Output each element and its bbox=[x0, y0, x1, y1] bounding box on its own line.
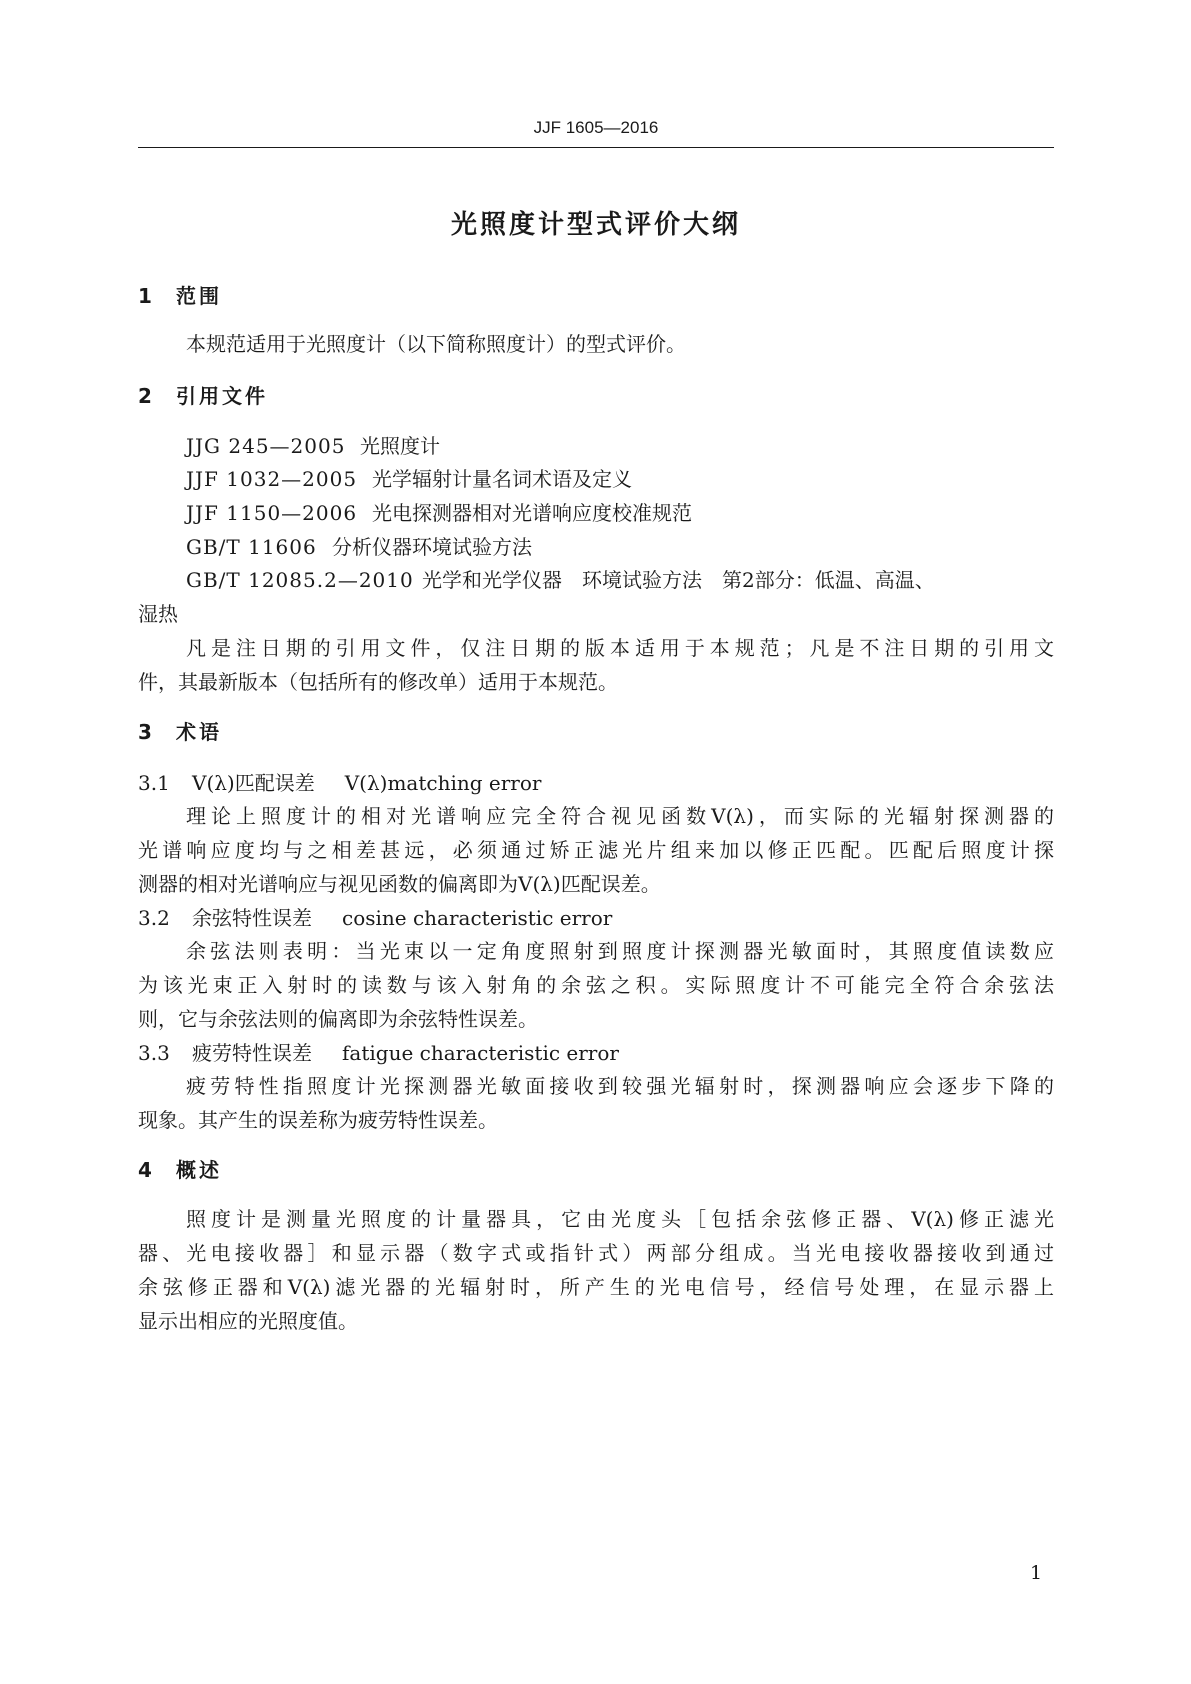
section-number: 4 bbox=[138, 1158, 152, 1182]
term-3-1-line: 光谱响应度均与之相差甚远，必须通过矫正滤光片组来加以修正匹配。匹配后照度计探 bbox=[138, 838, 1054, 862]
term-3-1-line: 测器的相对光谱响应与视见函数的偏离即为V(λ)匹配误差。 bbox=[138, 872, 661, 896]
reference-item bbox=[186, 531, 532, 560]
term-3-2-line: 余弦法则表明：当光束以一定角度照射到照度计探测器光敏面时，其照度值读数应 bbox=[186, 939, 1054, 963]
reference-note-line: 凡是注日期的引用文件，仅注日期的版本适用于本规范；凡是不注日期的引用文 bbox=[186, 636, 1054, 660]
term-english: fatigue characteristic error bbox=[342, 1041, 619, 1065]
section-1-paragraph: 本规范适用于光照度计（以下简称照度计）的型式评价。 bbox=[186, 332, 686, 356]
reference-name: 分析仪器环境试验方法 bbox=[332, 535, 532, 559]
term-number: 3.2 bbox=[138, 906, 170, 930]
section-title: 术语 bbox=[176, 720, 222, 744]
reference-continuation: 湿热 bbox=[138, 602, 178, 626]
page-number: 1 bbox=[1030, 1562, 1043, 1584]
section-3-heading bbox=[138, 716, 222, 745]
reference-code: JJG 245—2005 bbox=[186, 434, 346, 458]
term-3-3-line: 现象。其产生的误差称为疲劳特性误差。 bbox=[138, 1108, 498, 1132]
reference-code: JJF 1032—2005 bbox=[186, 467, 358, 491]
section-title: 概述 bbox=[176, 1158, 222, 1182]
term-3-1-line: 理论上照度计的相对光谱响应完全符合视见函数V(λ)，而实际的光辐射探测器的 bbox=[186, 804, 1054, 828]
section-2-heading bbox=[138, 380, 268, 409]
section-title: 引用文件 bbox=[176, 384, 268, 408]
reference-item bbox=[186, 430, 440, 459]
term-chinese: V(λ)匹配误差 bbox=[192, 771, 315, 795]
section-4-line: 照度计是测量光照度的计量器具，它由光度头［包括余弦修正器、V(λ)修正滤光 bbox=[186, 1207, 1054, 1231]
section-number: 3 bbox=[138, 720, 152, 744]
term-number: 3.3 bbox=[138, 1041, 170, 1065]
term-3-3-line: 疲劳特性指照度计光探测器光敏面接收到较强光辐射时，探测器响应会逐步下降的 bbox=[186, 1074, 1054, 1098]
reference-item bbox=[186, 497, 692, 526]
header-rule bbox=[138, 147, 1054, 148]
document-code-header: JJF 1605—2016 bbox=[533, 118, 659, 137]
section-4-line: 器、光电接收器］和显示器（数字式或指针式）两部分组成。当光电接收器接收到通过 bbox=[138, 1241, 1054, 1265]
section-4-heading bbox=[138, 1154, 222, 1183]
reference-name: 光照度计 bbox=[360, 434, 440, 458]
reference-code: GB/T 12085.2—2010 bbox=[186, 568, 414, 592]
term-chinese: 疲劳特性误差 bbox=[192, 1041, 312, 1065]
term-3-2-line: 为该光束正入射时的读数与该入射角的余弦之积。实际照度计不可能完全符合余弦法 bbox=[138, 973, 1054, 997]
term-number: 3.1 bbox=[138, 771, 170, 795]
reference-code: GB/T 11606 bbox=[186, 535, 317, 559]
page-title: 光照度计型式评价大纲 bbox=[450, 210, 741, 240]
reference-name: 光电探测器相对光谱响应度校准规范 bbox=[372, 501, 692, 525]
term-english: V(λ)matching error bbox=[344, 771, 542, 795]
term-3-3-heading bbox=[138, 1037, 619, 1066]
reference-name: 光学和光学仪器 环境试验方法 第2部分：低温、高温、 bbox=[422, 568, 935, 592]
section-number: 2 bbox=[138, 384, 152, 408]
term-3-1-heading bbox=[138, 767, 541, 796]
reference-item bbox=[186, 564, 935, 593]
reference-note-line: 件，其最新版本（包括所有的修改单）适用于本规范。 bbox=[138, 670, 618, 694]
reference-item bbox=[186, 463, 632, 492]
section-number: 1 bbox=[138, 284, 152, 308]
section-4-line: 余弦修正器和V(λ)滤光器的光辐射时，所产生的光电信号，经信号处理，在显示器上 bbox=[138, 1275, 1054, 1299]
term-3-2-heading bbox=[138, 902, 612, 931]
term-chinese: 余弦特性误差 bbox=[192, 906, 312, 930]
reference-code: JJF 1150—2006 bbox=[186, 501, 358, 525]
section-4-line: 显示出相应的光照度值。 bbox=[138, 1309, 358, 1333]
reference-name: 光学辐射计量名词术语及定义 bbox=[372, 467, 632, 491]
term-3-2-line: 则，它与余弦法则的偏离即为余弦特性误差。 bbox=[138, 1007, 538, 1031]
section-1-heading bbox=[138, 280, 222, 309]
term-english: cosine characteristic error bbox=[342, 906, 613, 930]
section-title: 范围 bbox=[176, 284, 222, 308]
